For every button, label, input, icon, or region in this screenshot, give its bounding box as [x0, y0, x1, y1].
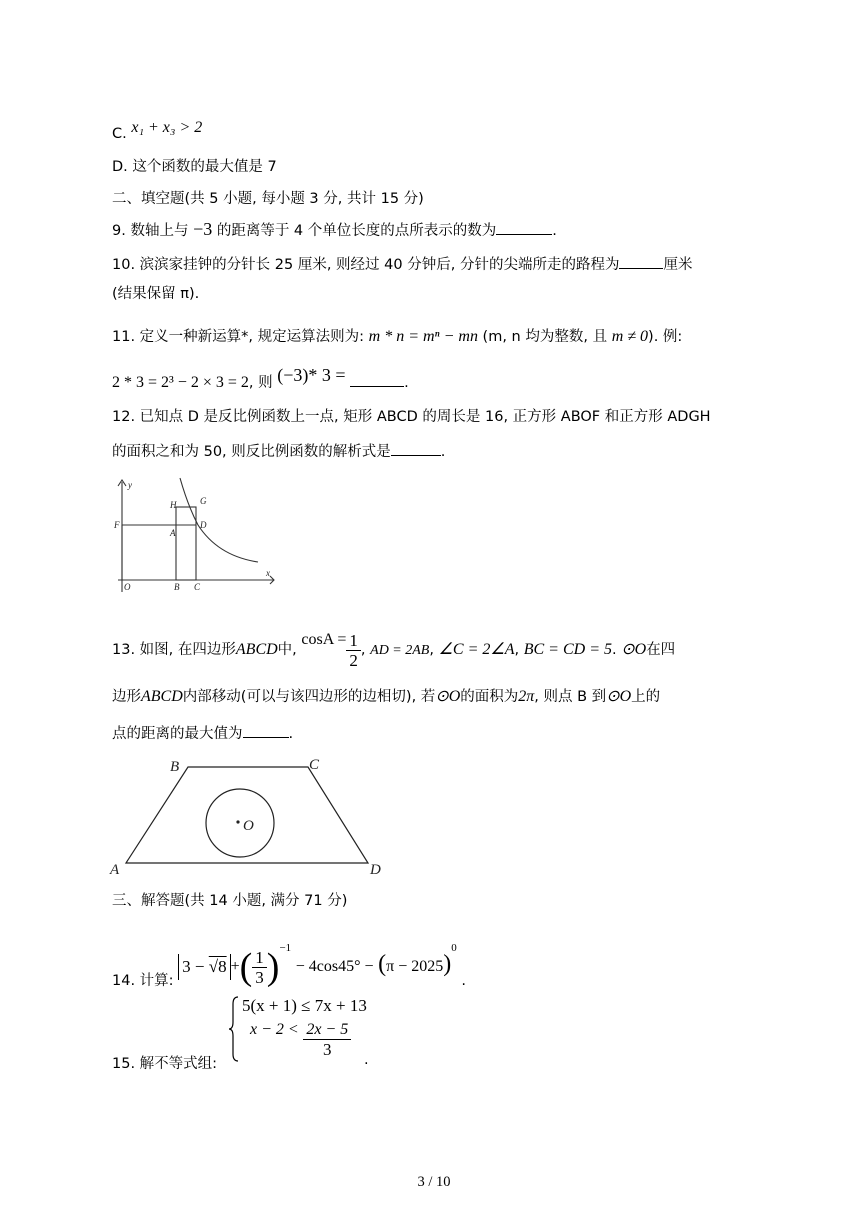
q9-answer-blank[interactable] [496, 220, 552, 235]
q14-abs-a: 3 − [182, 957, 205, 976]
question-9 [112, 219, 557, 241]
q12-answer-blank[interactable] [391, 441, 441, 456]
q9-text-b: 的距离等于 4 个单位长度的点所表示的数为 [216, 223, 497, 239]
q15-inequality-1: 5(x + 1) ≤ 7x + 13 [242, 996, 367, 1015]
label-d: D [200, 520, 207, 530]
q14-sqrt: √8 [208, 957, 227, 976]
q13-cos: cosA = [301, 631, 347, 648]
question-13 [112, 630, 675, 671]
q10-unit: 厘米 [663, 257, 693, 273]
q13-abcd: ABCD [235, 641, 278, 658]
q12-line2-wrap [112, 441, 445, 462]
q11-text-c: ). 例: [648, 329, 683, 345]
q9-end: . [552, 223, 557, 239]
question-15 [112, 992, 412, 1072]
q13-line2-e: 上的 [631, 689, 661, 705]
q13-line3: 点的距离的最大值为 [112, 726, 243, 742]
q14-exponent-0: 0 [451, 942, 457, 954]
q14-close-paren: ) [266, 946, 280, 988]
label-o: O [124, 582, 131, 592]
option-c-expression: x₁ + x₃ > 2 [131, 119, 203, 136]
label-g: G [200, 496, 207, 506]
q13-end: . [288, 726, 294, 742]
q12-line2: 的面积之和为 50, 则反比例函数的解析式是 [112, 444, 391, 460]
figure-13 [106, 753, 390, 881]
question-10 [112, 254, 692, 275]
label-y: y [128, 480, 132, 490]
page-number: 3 / 10 [417, 1174, 451, 1190]
q11-rule: m * n = mⁿ − mn [368, 328, 478, 345]
circle-o [206, 789, 274, 857]
q11-condition: m ≠ 0 [611, 328, 649, 345]
q13-area: 2π [518, 688, 535, 705]
q11-end: . [404, 375, 409, 391]
q13-line2 [112, 687, 660, 707]
q13-line2-a: 边形 [112, 689, 141, 705]
q13-text-a: 13. 如图, 在四边形 [112, 642, 236, 658]
q13-dot: . [612, 642, 617, 658]
q14-open-paren: ( [239, 946, 253, 988]
q14-middle: − 4cos45° − [295, 958, 374, 975]
fig13-label-o: O [243, 818, 254, 834]
q13-circle-o-3: ⊙O [606, 688, 632, 705]
q15-frac-num: 2x − 5 [303, 1020, 351, 1040]
label-b: B [174, 582, 180, 592]
q10-line1: 10. 滨滨家挂钟的分针长 25 厘米, 则经过 40 分钟后, 分针的尖端所走的路程为 [112, 257, 620, 273]
q13-line2-c: 的面积为 [460, 689, 519, 705]
q13-text-b: 中, [277, 642, 297, 658]
q14-absolute-value [178, 954, 230, 980]
q13-sep-2: , [429, 642, 434, 658]
hyperbola-curve [180, 478, 258, 562]
q13-text-c: 在四 [646, 642, 676, 658]
q11-answer-blank[interactable] [350, 372, 404, 387]
fig13-label-a: A [110, 862, 120, 878]
option-d: D. 这个函数的最大值是 7 [112, 159, 277, 175]
q11-text-b: (m, n 均为整数, 且 [482, 329, 608, 345]
fig13-label-c: C [309, 757, 320, 773]
q11-line2 [112, 365, 409, 393]
q13-half-fraction [346, 631, 361, 670]
q11-ask: (−3)* 3 = [277, 365, 346, 385]
option-c-label: C. [112, 126, 127, 142]
q12-line1: 12. 已知点 D 是反比例函数上一点, 矩形 ABCD 的周长是 16, 正方形 ABOF 和正方形 ADGH [112, 409, 711, 425]
figure-13-svg [106, 753, 390, 881]
q13-line2-b: 内部移动(可以与该四边形的边相切), 若 [182, 689, 436, 705]
q13-answer-blank[interactable] [243, 723, 289, 738]
q13-line2-d: , 则点 B 到 [534, 689, 607, 705]
q13-line3-wrap [112, 723, 293, 744]
label-a: A [170, 528, 176, 538]
question-14 [112, 926, 466, 989]
q15-frac-den: 3 [323, 1040, 332, 1059]
label-x: x [266, 568, 270, 578]
section-2-title: 二、填空题(共 5 小题, 每小题 3 分, 共计 15 分) [112, 191, 424, 207]
center-point-o [236, 820, 239, 823]
fig13-label-b: B [170, 759, 180, 775]
q14-fraction [252, 948, 267, 987]
q14-end: . [461, 973, 466, 989]
q13-frac-den: 2 [349, 650, 358, 670]
q14-pi: π − 2025 [386, 958, 444, 975]
question-11 [112, 327, 682, 347]
q15-label: 15. 解不等式组: [112, 1056, 218, 1072]
q15-ineq2-left: x − 2 < [250, 1020, 299, 1038]
trapezoid-abcd [126, 767, 368, 863]
q14-frac-num: 1 [252, 948, 267, 968]
label-f: F [114, 520, 120, 530]
q12-end: . [440, 444, 446, 460]
q10-line2: (结果保留 π). [112, 286, 200, 302]
q13-angle: ∠C = 2∠A [438, 641, 515, 658]
q11-example: 2 * 3 = 2³ − 2 × 3 = 2 [112, 374, 249, 391]
q13-abcd-2: ABCD [141, 688, 183, 705]
q14-frac-den: 3 [255, 967, 264, 987]
q11-text-d: , 则 [248, 375, 273, 391]
q15-brace [228, 996, 240, 1062]
q9-number: −3 [193, 219, 213, 239]
section-3-title: 三、解答题(共 14 小题, 满分 71 分) [112, 893, 348, 909]
q15-fraction [303, 1020, 351, 1059]
q14-label: 14. 计算: [112, 973, 174, 989]
q14-exponent-neg1: −1 [279, 942, 292, 954]
q15-inequality-2 [250, 1020, 351, 1059]
figure-12 [108, 476, 280, 596]
q9-text-a: 9. 数轴上与 [112, 223, 189, 239]
q13-circle-o-2: ⊙O [435, 688, 461, 705]
q14-pi-close: ) [443, 951, 452, 977]
label-h: H [170, 500, 177, 510]
q13-sep-1: , [360, 642, 366, 658]
q11-text-a: 11. 定义一种新运算*, 规定运算法则为: [112, 329, 365, 345]
q13-frac-num: 1 [346, 631, 361, 651]
q15-end: . [364, 1052, 369, 1068]
q13-sep-3: , [514, 642, 520, 658]
q14-pi-open: ( [378, 951, 387, 977]
q13-circle-o: ⊙O [621, 641, 647, 658]
label-c: C [194, 582, 201, 592]
fig13-label-d: D [370, 862, 381, 878]
rect-hbcd [176, 507, 196, 580]
option-c [112, 118, 203, 142]
q10-answer-blank[interactable] [619, 254, 663, 269]
q14-plus: + [230, 958, 240, 975]
q13-bc-cd: BC = CD = 5 [523, 641, 612, 658]
figure-12-svg [108, 476, 280, 596]
q13-ad: AD = 2AB [370, 643, 430, 658]
